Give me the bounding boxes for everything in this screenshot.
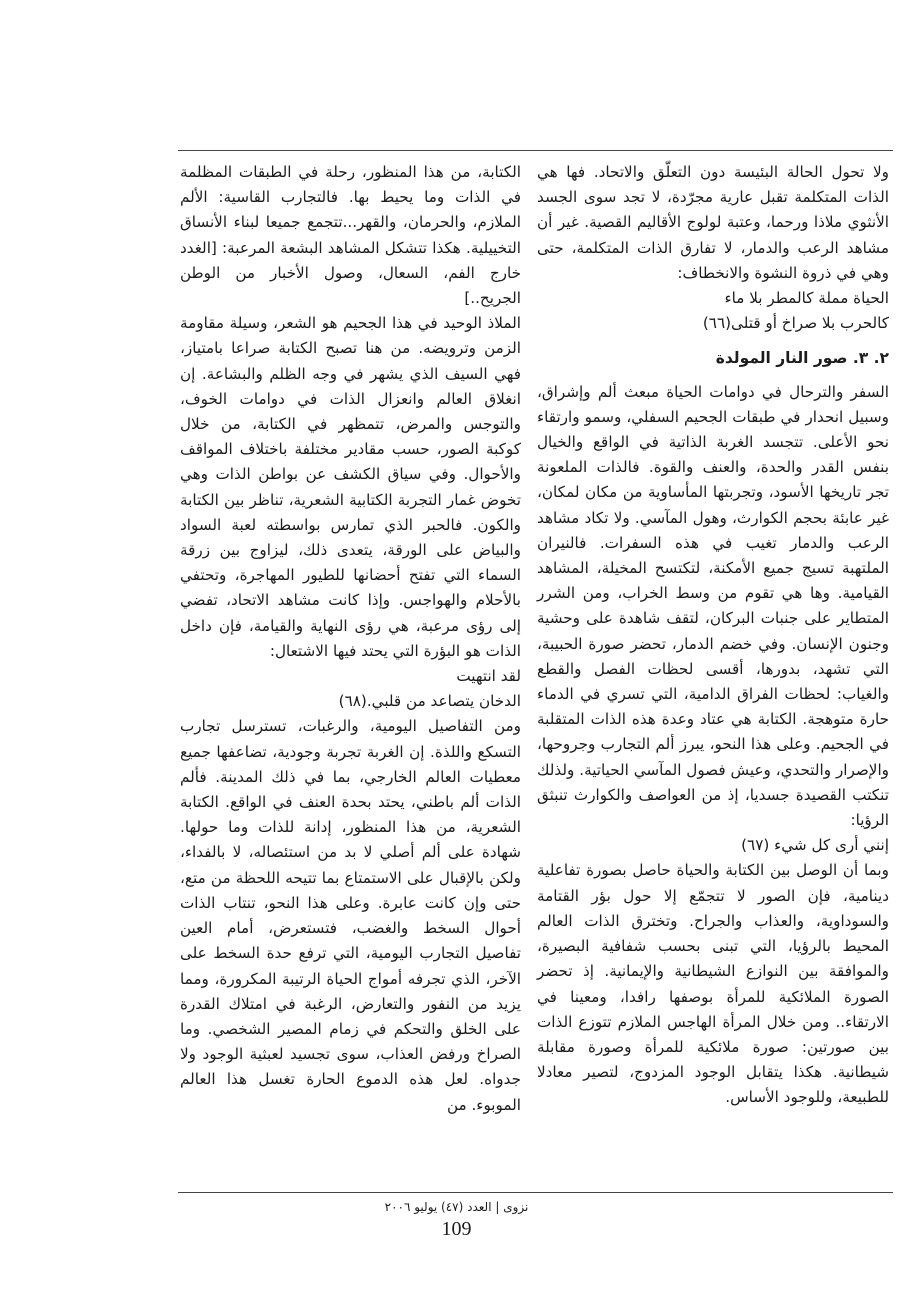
left-column <box>180 160 521 1118</box>
page-number: 109 <box>441 1218 472 1240</box>
poem-line: كالحرب بلا صراخ أو قتلى(٦٦) <box>702 314 889 333</box>
paragraph: الملاذ الوحيد في هذا الجحيم هو الشعر، وسيلة مقاومة الزمن وترويضه. من هنا تصبح الكتابة صراعا بامتياز، فهي السيف الذي يشهر في وجه الظلم والبشاعة. إن انغلاق العالم وانعزال الذات في دوامات الخوف، والتوجس والمرض، تتمظهر في الكتابة، من خلال كوكبة الصور، حسب مقادير مختلفة باختلاف المواقف والأحوال. وفي سياق الكشف عن بواطن الذات وهي تخوض غمار التجربة الكتابية الشعرية، تناظر بين الكتابة والكون. فالحبر الذي تمارس بواسطته لعبة السواد والبياض على الورقة، يتعدى ذلك، ليزاوج بين زرقة السماء التي تفتح أحضانها للطيور المهاجرة، وتحتفي بالأحلام والهواجس. وإذا كانت مشاهد الاتحاد، تفضي إلى رؤى مرعبة، هي رؤى النهاية والقيامة، فإن داخل الذات هو البؤرة التي يحتد فيها الاشتعال: <box>180 314 521 660</box>
poem-line: الحياة مملة كالمطر بلا ماء <box>724 289 889 308</box>
paragraph: ومن التفاصيل اليومية، والرغبات، تسترسل تجارب التسكع واللذة. إن الغربة تجربة وجودية، تضاعفها جميع معطيات العالم الخارجي، بما في ذلك المدينة. فألم الذات ألم باطني، يحتد بحدة العنف في الواقع. الكتابة الشعرية، من هذا المنظور، إدانة للذات وما حولها. شهادة على ألم أصلي لا بد من استئصاله، لا بالفداء، ولكن بالإقبال على الاستمتاع بما تتيحه اللحظة من متع، حتى وإن كانت عابرة. وعلى هذا النحو، تنتاب الذات أحوال السخط والغضب، فتستعرض، أمام العين تفاصيل التجارب اليومية، التي ترفع حدة السخط على الآخر، الذي تجرفه أمواج الحياة الرتيبة المكرورة، ومما يزيد من النفور والتعارض، الرغبة في امتلاك القدرة على الخلق والتحكم في زمام المصير الشخصي. وما الصراخ ورفض العذاب، سوى تجسيد لعبثية الوجود ولا جدواه. لعل هذه الدموع الحارة تغسل هذا العالم الموبوء. من <box>180 717 521 1114</box>
top-rule <box>178 150 893 151</box>
right-column <box>537 160 889 1111</box>
bottom-rule <box>178 1192 893 1193</box>
journal-footer: نزوى | العدد (٤٧) يوليو ٢٠٠٦ <box>384 1200 529 1214</box>
paragraph: وبما أن الوصل بين الكتابة والحياة حاصل بصورة تفاعلية دينامية، فإن الصور لا تتجمّع إلا حول بؤر القتامة والسوداوية، والعذاب والجراح. وتخترق الذات العالم المحيط بالرؤيا، التي تبنى بحسب شفافية البصيرة، والموافقة بين النوازع الشيطانية والإيمانية. إذ تحضر الصورة الملائكية للمرأة بوصفها رافدا، ومعينا في الارتقاء.. ومن خلال المرأة الهاجس الملازم تتوزع الذات بين صورتين: صورة ملائكية للمرأة وصورة مقابلة شيطانية. هكذا يتقابل الوجود المزدوج، لتصير معادلا للطبيعة، وللوجود الأساس. <box>537 861 889 1107</box>
paragraph: السفر والترحال في دوامات الحياة مبعث ألم وإشراق، وسبيل انحدار في طبقات الجحيم السفلي، وسمو وارتقاء نحو الأعلى. تتجسد الغربة الذاتية في الواقع والخيال بنفس القدر والحدة، والعنف والقوة. فالذات الملعونة تجر تاريخها الأسود، وتجربتها المأساوية من مكان لمكان، غير عابئة بحجم الكوارث، وهول المآسي. ولا تكاد مشاهد الرعب والدمار تغيب في هذه السفرات. فالنيران الملتهبة تسيج جميع الأمكنة، لتكتسح المخيلة، المشاهد القيامية. وها هي تقوم من وسط الخراب، ومن الشرر المتطاير على جنبات البركان، لتقف شاهدة على وحشية وجنون الإنسان. وفي خضم الدمار، تحضر صورة الحبيبة، التي تشهد، بدورها، أقسى لحظات الفصل والقطع والغياب: لحظات الفراق الدامية، التي تسري في الدماء حارة متوهجة. الكتابة هي عتاد وعدة هذه الذات المتقلبة في الجحيم. وعلى هذا النحو، يبرز ألم التجارب وجروحها، والإصرار والتحدي، وعيش فصول المآسي الحياتية. ولذلك تنكتب القصيدة جسديا، إذ من العواصف والكوارث تنبثق الرؤيا: <box>537 382 889 830</box>
poem-line: لقد انتهيت <box>456 667 521 686</box>
paragraph: ولا تحول الحالة البئيسة دون التعلّق والاتحاد. فها هي الذات المتكلمة تقبل عارية مجرّدة، لا تجد سوى الجسد الأنثوي ملاذا ورحما، وعتبة لولوج الأقاليم القصية. غير أن مشاهد الرعب والدمار، لا تفارق الذات المتكلمة، حتى وهي في ذروة النشوة والانخطاف: <box>537 163 889 282</box>
poem-line: الدخان يتصاعد من قلبي.(٦٨) <box>338 692 521 711</box>
poem-line: إنني أرى كل شيء (٦٧) <box>741 836 889 855</box>
paragraph: الكتابة، من هذا المنظور، رحلة في الطبقات المظلمة في الذات وما يحيط بها. فالتجارب القاسية: الألم الملازم، والحرمان، والقهر...تتجمع جميعا لبناء الأنساق التخييلية. هكذا تتشكل المشاهد البشعة المرعبة: [الغدد خارج الفم، السعال، وصول الأخبار من الوطن الجريح..] <box>180 163 521 308</box>
section-heading: ٢. ٣. صور النار المولدة <box>715 349 889 368</box>
